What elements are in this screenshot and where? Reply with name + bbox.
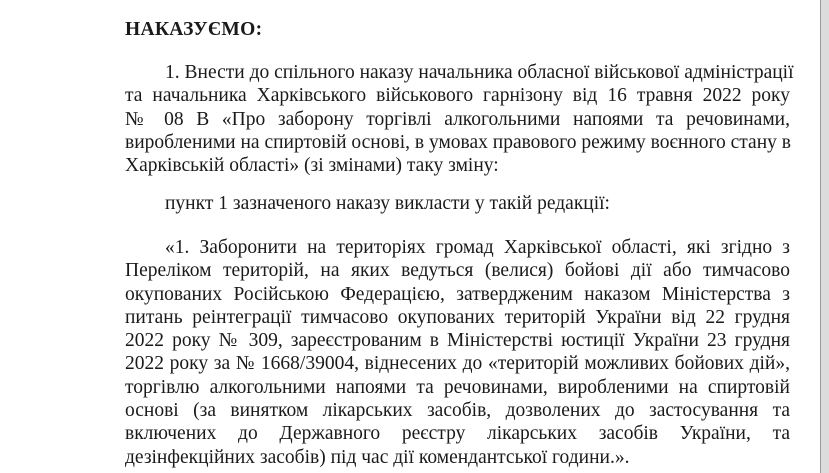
paragraph-line: Харківській області» (зі змінами) таку зміну: — [125, 155, 499, 177]
paragraph-line: 2022 року за № 1668/39004, віднесених до «територій можливих бойових дій», — [125, 353, 790, 375]
paragraph-new-wording — [125, 236, 790, 469]
order-heading: НАКАЗУЄМО: — [125, 19, 263, 40]
paragraph-line: 1. Внести до спільного наказу начальника обласної військової адміністрації — [165, 62, 794, 83]
paragraph-line: торгівлю алкогольними напоями та речовинами, виробленими на спиртовій — [125, 376, 790, 398]
paragraph-line: виробленими на спиртовій основі, в умовах правового режиму воєнного стану в — [125, 131, 791, 153]
paragraph-instruction — [125, 192, 790, 215]
paragraph-line: та начальника Харківського військового гарнізону від 16 травня 2022 року — [125, 85, 790, 107]
paragraph-line: пункт 1 зазначеного наказу викласти у такій редакції: — [165, 193, 610, 214]
paragraph-line: Переліком територій, на яких ведуться (велися) бойові дії або тимчасово — [125, 260, 790, 282]
paragraph-line: дезінфекційних засобів) під час дії комендантської години.». — [125, 446, 630, 468]
paragraph-line: питань реінтеграції тимчасово окупованих територій України від 22 грудня — [125, 306, 790, 328]
paragraph-line: основі (за винятком лікарських засобів, дозволених до застосування та — [125, 400, 790, 422]
paragraph-line: «1. Заборонити на територіях громад Харківської області, які згідно з — [165, 237, 790, 258]
paragraph-line: 2022 року № 309, зареєстрованим в Міністерстві юстиції України 23 грудня — [125, 330, 790, 352]
paragraph-line: окупованих Російською Федерацією, затвердженим наказом Міністерства з — [125, 283, 790, 305]
paragraph-line: № 08 В «Про заборону торгівлі алкогольними напоями та речовинами, — [125, 108, 790, 130]
paragraph-amendment — [125, 61, 794, 177]
paragraph-line: включених до Державного реєстру лікарських засобів України, та — [125, 423, 790, 445]
viewer-edge-divider — [820, 0, 829, 473]
